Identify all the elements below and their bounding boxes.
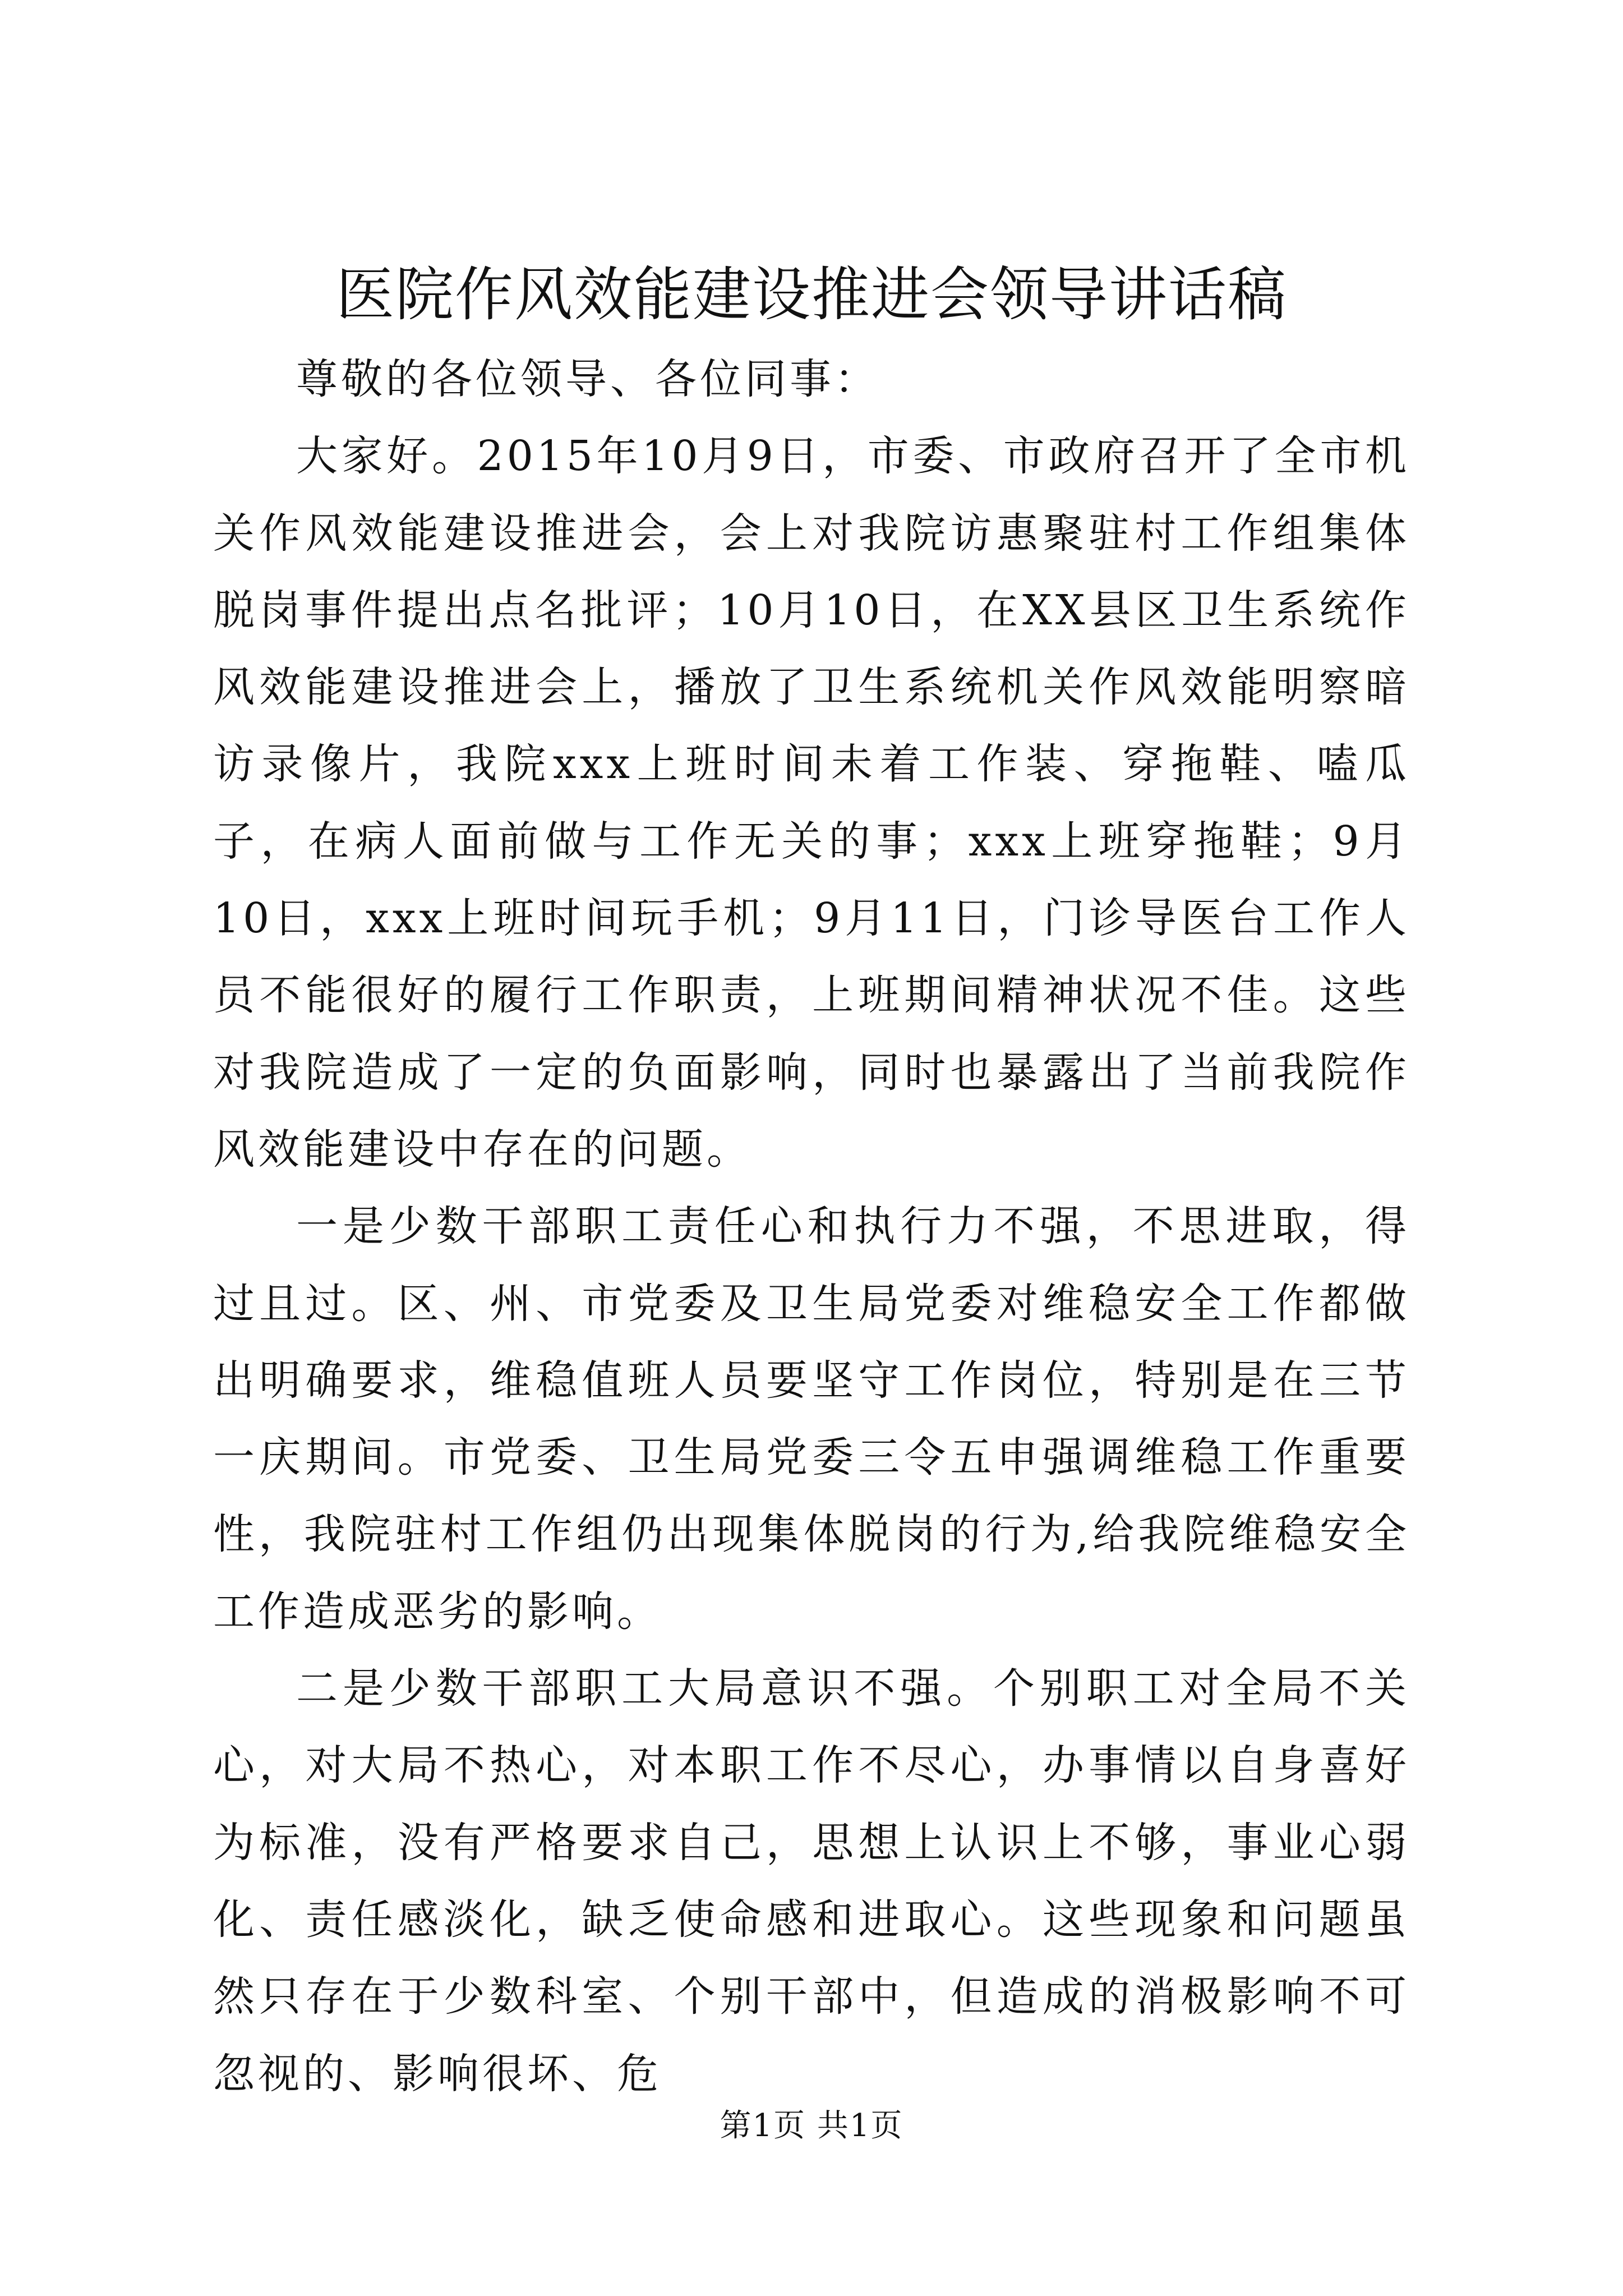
page-number-footer: 第1页 共1页 [720, 2108, 903, 2144]
document-body [213, 341, 1410, 2113]
body-paragraph: 一是少数干部职工责任心和执行力不强，不思进取，得过且过。区、州、市党委及卫生局党委对维稳安全工作都做出明确要求，维稳值班人员要坚守工作岗位，特别是在三节一庆期间。市党委、卫生局党委三令五申强调维稳工作重要性，我院驻村工作组仍出现集体脱岗的行为,给我院维稳安全工作造成恶劣的影响。 [213, 1202, 1410, 1636]
body-paragraph: 二是少数干部职工大局意识不强。个别职工对全局不关心，对大局不热心，对本职工作不尽心，办事情以自身喜好为标准，没有严格要求自己，思想上认识上不够，事业心弱化、责任感淡化，缺乏使命感和进取心。这些现象和问题虽然只存在于少数科室、个别干部中，但造成的消极影响不可忽视的、影响很坏、危 [213, 1664, 1410, 2098]
document-title: 医院作风效能建设推进会领导讲话稿 [335, 260, 1287, 329]
salutation-paragraph: 尊敬的各位领导、各位同事： [296, 355, 879, 403]
body-paragraph: 大家好。2015年10月9日，市委、市政府召开了全市机关作风效能建设推进会，会上对我院访惠聚驻村工作组集体脱岗事件提出点名批评；10月10日，在XX县区卫生系统作风效能建设推进会上，播放了卫生系统机关作风效能明察暗访录像片，我院xxx上班时间未着工作装、穿拖鞋、嗑瓜子，在病人面前做与工作无关的事；xxx上班穿拖鞋；9月10日，xxx上班时间玩手机；9月11日，门诊导医台工作人员不能很好的履行工作职责，上班期间精神状况不佳。这些对我院造成了一定的负面影响，同时也暴露出了当前我院作风效能建设中存在的问题。 [213, 432, 1410, 1174]
